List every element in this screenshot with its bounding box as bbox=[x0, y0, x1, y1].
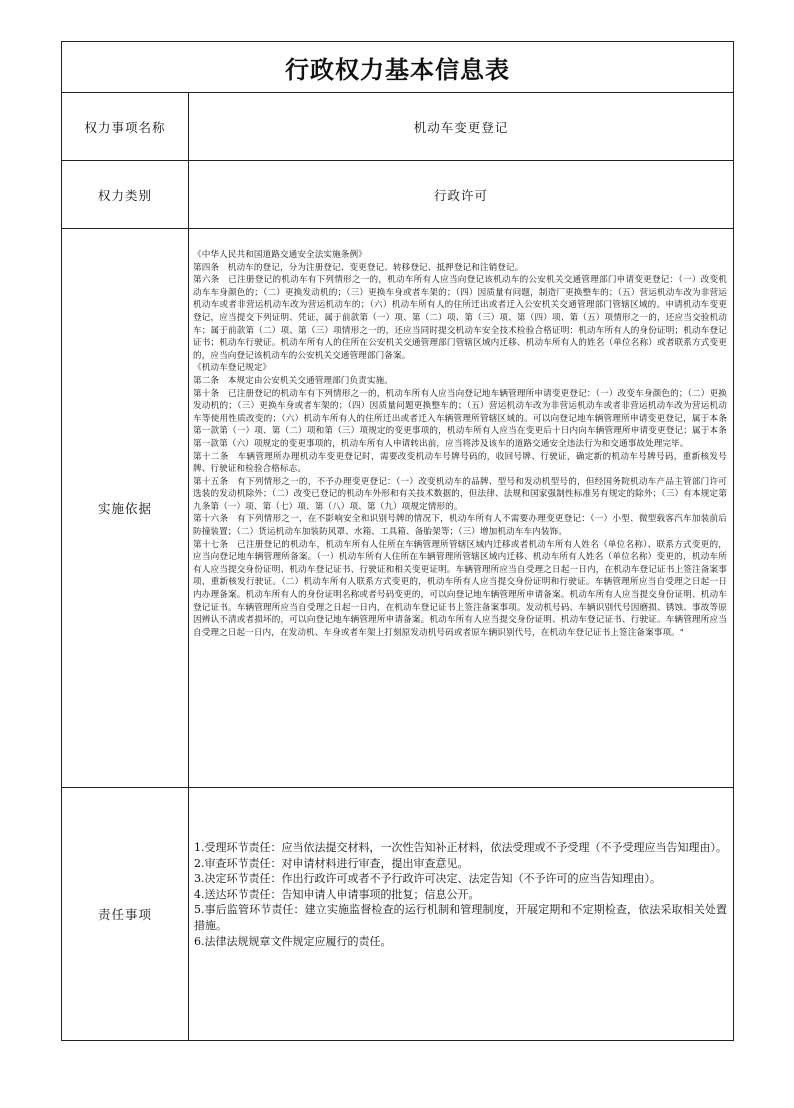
basis-cell bbox=[189, 229, 734, 788]
row-duty bbox=[62, 788, 734, 1041]
basis-line: 第十二条 车辆管理所办理机动车变更登记时，需要改变机动车号牌号码的，收回号牌、行驶证，确定新的机动车号牌号码，重新核发号牌、行驶证和检验合格标志。 bbox=[193, 451, 727, 475]
item-name-value: 机动车变更登记 bbox=[189, 93, 734, 161]
duty-line: 3.决定环节责任：作出行政许可或者不予行政许可决定、法定告知（不予许可的应当告知理由）。 bbox=[194, 872, 661, 886]
page-title: 行政权力基本信息表 bbox=[62, 42, 734, 93]
basis-line: 第十条 已注册登记的机动车有下列情形之一的，机动车所有人应当向登记地车辆管理所申请变更登记：（一）改变车身颜色的；（二）更换发动机的；（三）更换车身或者车架的；（四）因质量问题更换整车的；（五）营运机动车改为非营运机动车或者非营运机动车改为营运机动车等使用性质改变的；（六）机动车所有人的住所迁出或者迁入车辆管理所管辖区域的。可以向登记地车辆管理所申请变更登记，属于本条第一款第（一）项、第（二）项和第（三）项规定的变更事项的，机动车所有人应当在变更后十日内向车辆管理所申请变更登记；属于本条第一款第（六）项规定的变更事项的，机动车所有人申请转出前，应当将涉及该车的道路交通安全违法行为和交通事故处理完毕。 bbox=[193, 388, 727, 449]
duty-line: 2.审查环节责任：对申请材料进行审查，提出审查意见。 bbox=[194, 856, 469, 870]
basis-line: 第十五条 有下列情形之一的，不予办理变更登记：（一）改变机动车的品牌、型号和发动机型号的，但经国务院机动车产品主管部门许可选装的发动机除外；（二）改变已登记的机动车外形和有关技术数据的，但法律、法规和国家强制性标准另有规定的除外；（三）有本规定第九条第（一）项、第（七）项、第（八）项、第（九）项规定情形的。 bbox=[193, 476, 727, 512]
basis-line: 第二条 本规定由公安机关交通管理部门负责实施。 bbox=[193, 375, 393, 386]
category-value: 行政许可 bbox=[189, 161, 734, 229]
basis-line: 《机动车登记规定》 bbox=[193, 363, 272, 374]
duty-label: 责任事项 bbox=[62, 788, 189, 1041]
duty-cell bbox=[189, 788, 734, 1041]
basis-line: 第十七条 已注册登记的机动车，机动车所有人住所在车辆管理所管辖区域内迁移或者机动车所有人姓名（单位名称）、联系方式变更的，应当向登记地车辆管理所备案。（一）机动车所有人住所在车辆管理所管辖区域内迁移、机动车所有人姓名（单位名称）变更的，机动车所有人应当提交身份证明、机动车登记证书、行驶证和相关变更证明。车辆管理所应当自受理之日起一日内，在机动车登记证书上签注备案事项，重新核发行驶证。（二）机动车所有人联系方式变更的，机动车所有人应当提交身份证明和行驶证。车辆管理所应当自受理之日起一日内办理备案。机动车所有人的身份证明名称或者号码变更的，可以向登记地车辆管理所申请备案。机动车所有人应当提交身份证明、机动车登记证书。车辆管理所应当自受理之日起一日内，在机动车登记证书上签注备案事项。发动机号码、车辆识别代号因磨损、锈蚀、事故等原因辨认不清或者损坏的，可以向登记地车辆管理所申请备案。机动车所有人应当提交身份证明、机动车登记证书、行驶证。车辆管理所应当自受理之日起一日内，在发动机、车身或者车架上打刻原发动机号码或者原车辆识别代号，在机动车登记证书上签注备案事项。" bbox=[193, 539, 727, 638]
basis-line: 第十六条 有下列情形之一，在不影响安全和识别号牌的情况下，机动车所有人不需要办理变更登记：（一）小型、微型载客汽车加装前后防撞装置；（二）货运机动车加装防风罩、水箱、工具箱、备胎架等；（三）增加机动车车内装饰。 bbox=[193, 514, 727, 538]
duty-text bbox=[189, 788, 733, 949]
item-name-label: 权力事项名称 bbox=[62, 93, 189, 161]
basis-text bbox=[189, 229, 733, 639]
row-item-name bbox=[62, 93, 734, 161]
category-label: 权力类别 bbox=[62, 161, 189, 229]
basis-label: 实施依据 bbox=[62, 229, 189, 788]
duty-line: 4.送达环节责任：告知申请人申请事项的批复；信息公开。 bbox=[194, 887, 480, 901]
duty-line: 1.受理环节责任：应当依法提交材料，一次性告知补正材料，依法受理或不予受理（不予受理应当告知理由）。 bbox=[194, 841, 727, 854]
info-table bbox=[61, 41, 734, 1041]
basis-line: 《中华人民共和国道路交通安全法实施条例》 bbox=[193, 250, 367, 260]
duty-line: 5.事后监管环节责任：建立实施监督检查的运行机制和管理制度，开展定期和不定期检查，依法采取相关处置措施。 bbox=[194, 903, 727, 932]
duty-line: 6.法律法规规章文件规定应履行的责任。 bbox=[194, 934, 392, 948]
row-basis bbox=[62, 229, 734, 788]
basis-line: 第四条 机动车的登记，分为注册登记、变更登记、转移登记、抵押登记和注销登记。 bbox=[193, 262, 524, 273]
basis-line: 第六条 已注册登记的机动车有下列情形之一的，机动车所有人应当向登记该机动车的公安机关交通管理部门申请变更登记：（一）改变机动车车身颜色的；（二）更换发动机的；（三）更换车身或者车架的；（四）因质量有问题，制造厂更换整车的；（五）营运机动车改为非营运机动车或者非营运机动车改为营运机动车的；（六）机动车所有人的住所迁出或者迁入公安机关交通管理部门管辖区域的。申请机动车变更登记，应当提交下列证明、凭证，属于前款第（一）项、第（二）项、第（三）项、第（四）项、第（五）项情形之一的，还应当交验机动车；属于前款第（二）项、第（三）项情形之一的，还应当同时提交机动车安全技术检验合格证明：机动车所有人的身份证明；机动车登记证书；机动车行驶证。机动车所有人的住所在公安机关交通管理部门管辖区域内迁移、机动车所有人的姓名（单位名称）或者联系方式变更的，应当向登记该机动车的公安机关交通管理部门备案。 bbox=[193, 275, 727, 361]
row-category bbox=[62, 161, 734, 229]
